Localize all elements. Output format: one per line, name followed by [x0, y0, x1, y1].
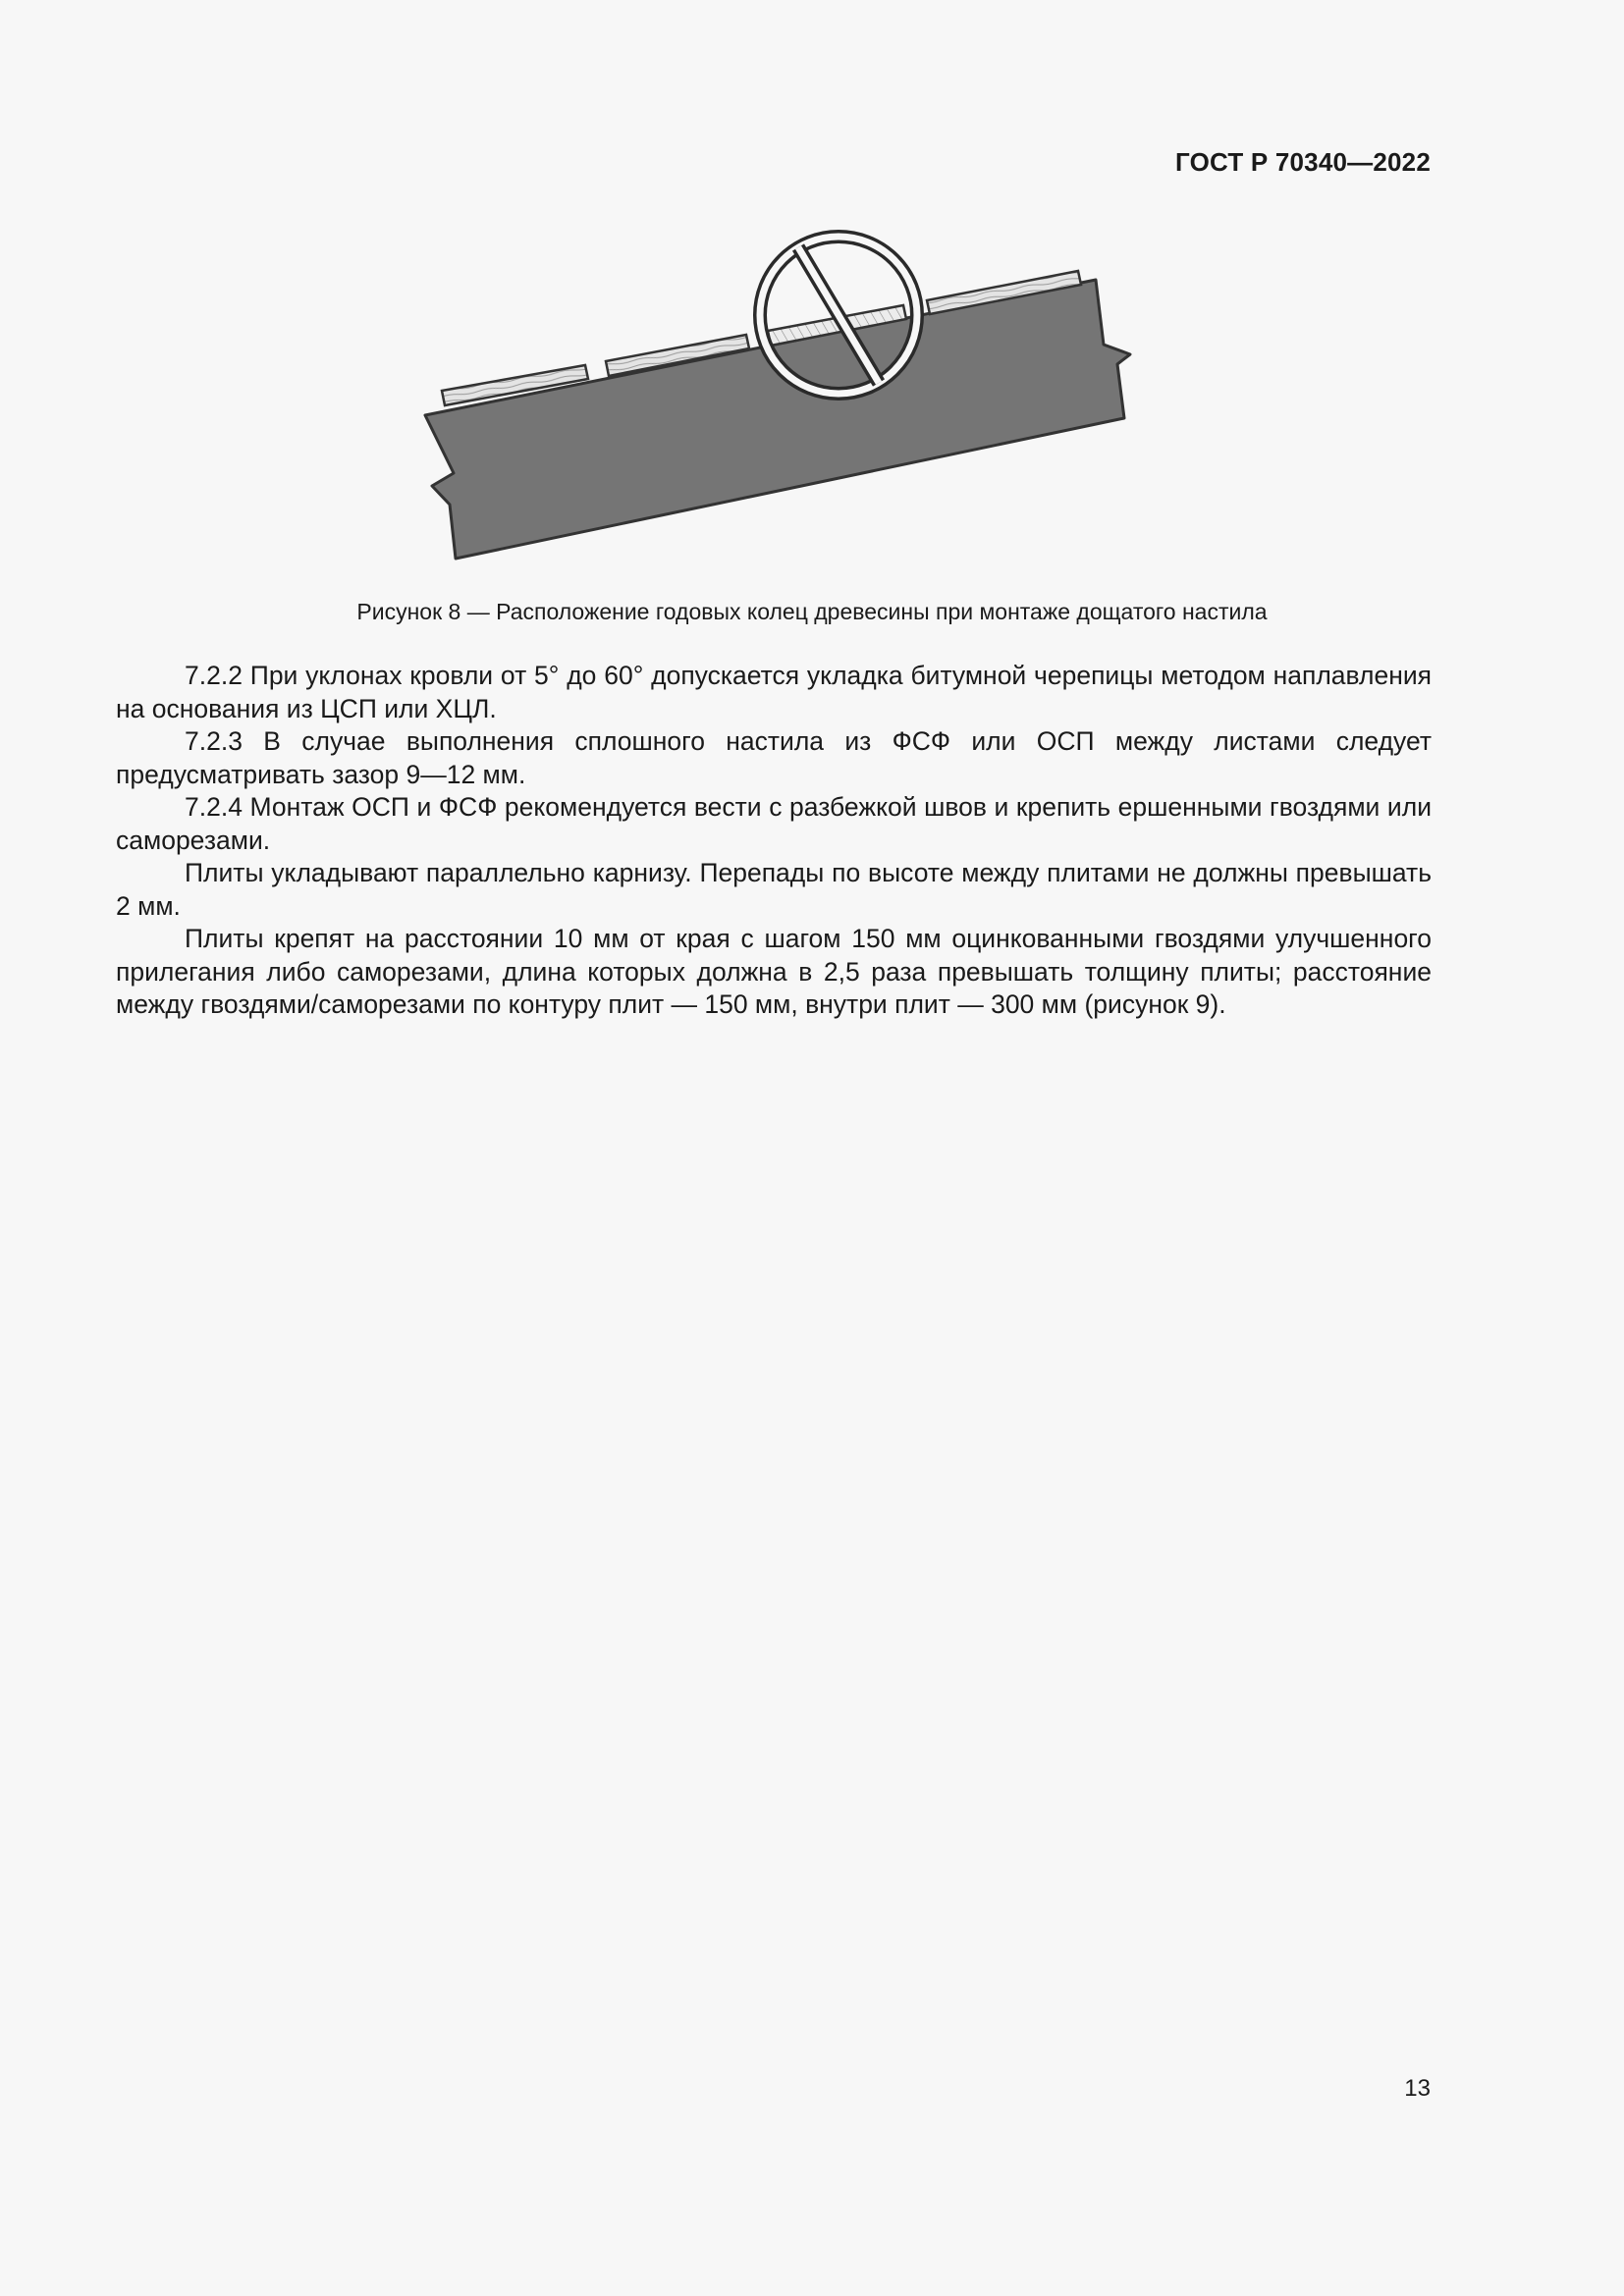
paragraph-plates-laying: Плиты укладывают параллельно карнизу. Перепады по высоте между плитами не должны превышать 2 мм.: [116, 858, 1432, 921]
figure-8: [412, 226, 1139, 569]
paragraph-7-2-2: 7.2.2 При уклонах кровли от 5° до 60° допускается укладка битумной черепицы методом наплавления на основания из ЦСП или ХЦЛ.: [116, 661, 1432, 723]
paragraph-7-2-4: 7.2.4 Монтаж ОСП и ФСФ рекомендуется вести с разбежкой швов и крепить ершенными гвоздями или саморезами.: [116, 792, 1432, 855]
document-code: ГОСТ Р 70340—2022: [1175, 147, 1431, 177]
figure-8-illustration: [412, 226, 1139, 569]
page-number: 13: [1404, 2075, 1431, 2102]
rafter-beam: [425, 280, 1130, 559]
body-text: [116, 660, 1432, 1022]
figure-caption: Рисунок 8 — Расположение годовых колец древесины при монтаже дощатого настила: [356, 599, 1268, 624]
paragraph-7-2-3: 7.2.3 В случае выполнения сплошного настила из ФСФ или ОСП между листами следует предусматривать зазор 9—12 мм.: [116, 726, 1432, 789]
paragraph-plates-fastening: Плиты крепят на расстоянии 10 мм от края с шагом 150 мм оцинкованными гвоздями улучшенного прилегания либо саморезами, длина которых должна в 2,5 раза превышать толщину плиты; расстояние между гвоздями/саморезами по контуру плит — 150 мм, внутри плит — 300 мм (рисунок 9).: [116, 924, 1432, 1019]
